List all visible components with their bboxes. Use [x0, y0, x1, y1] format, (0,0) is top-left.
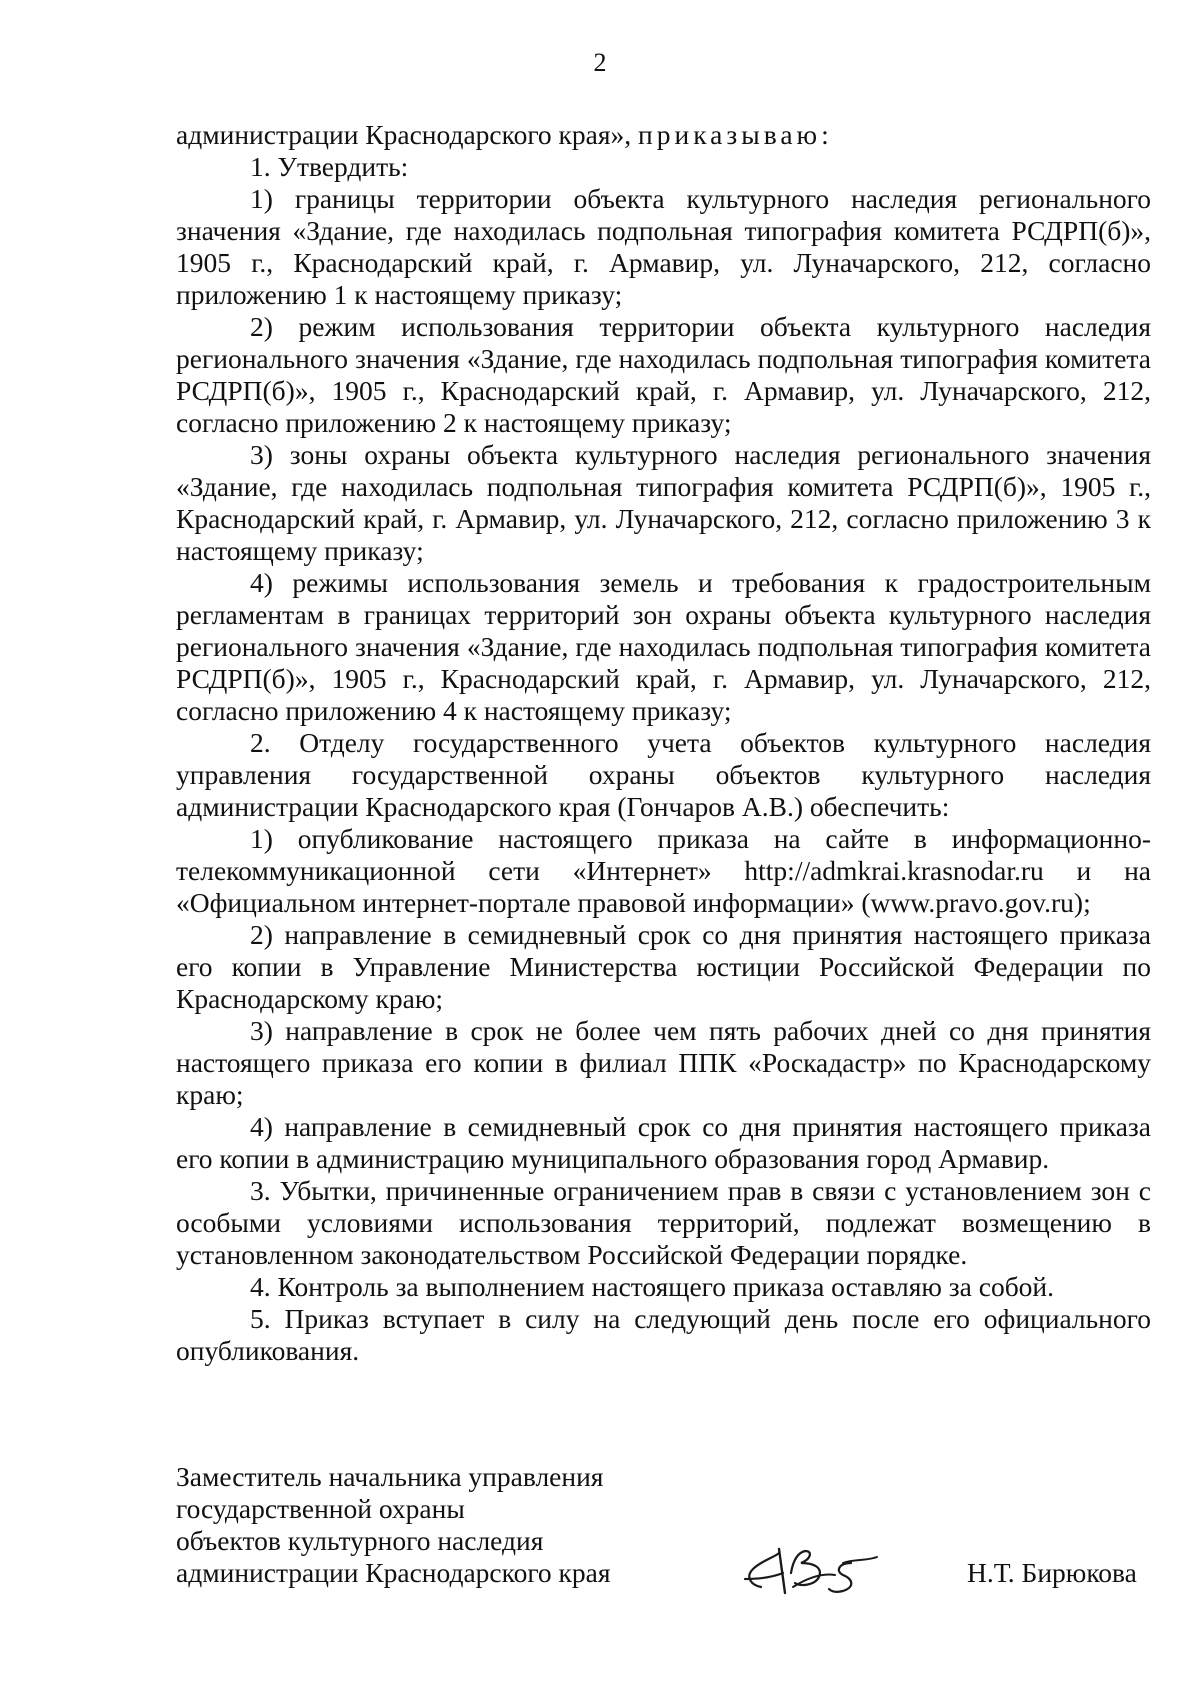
signature-block [176, 1461, 1166, 1621]
signatory-position-line: администрации Краснодарского края [176, 1557, 611, 1588]
item-2-4-municipality: 4) направление в семидневный срок со дня принятия настоящего приказа его копии в администрацию муниципального образования город Армавир. [176, 1111, 1151, 1174]
signatory-position-line: Заместитель начальника управления [176, 1461, 604, 1492]
item-2-1-publication: 1) опубликование настоящего приказа на сайте в информационно-телекоммуникационной сети «Интернет» http://admkrai.krasnodar.ru и на «Официальном интернет-портале правовой информации» (www.pravo.gov.ru); [176, 823, 1151, 918]
item-2-3-roskadastr: 3) направление в срок не более чем пять рабочих дней со дня принятия настоящего приказа его копии в филиал ППК «Роскадастр» по Краснодарскому краю; [176, 1015, 1151, 1110]
item-2-2-ministry-of-justice: 2) направление в семидневный срок со дня принятия настоящего приказа его копии в Управление Министерства юстиции Российской Федерации по Краснодарскому краю; [176, 919, 1151, 1014]
page-number: 2 [593, 48, 607, 77]
item-1-3-protection-zones: 3) зоны охраны объекта культурного наследия регионального значения «Здание, где находилась подпольная типография комитета РСДРП(б)», 1905 г., Краснодарский край, г. Армавир, ул. Луначарского, 212, согласно приложению 3 к настоящему приказу; [176, 439, 1151, 566]
signatory-position [176, 1461, 736, 1589]
item-1-1-boundaries: 1) границы территории объекта культурного наследия регионального значения «Здание, где находилась подпольная типография комитета РСДРП(б)», 1905 г., Краснодарский край, г. Армавир, ул. Луначарского, 212, согласно приложению 1 к настоящему приказу; [176, 183, 1151, 310]
item-2-department-duties: 2. Отделу государственного учета объектов культурного наследия управления государственной охраны объектов культурного наследия администрации Краснодарского края (Гончаров А.В.) обеспечить: [176, 727, 1151, 822]
handwritten-signature [739, 1543, 889, 1603]
order-preamble-end [176, 119, 1151, 151]
item-1-4-land-use-regimes: 4) режимы использования земель и требования к градостроительным регламентам в границах территорий зон охраны объекта культурного наследия регионального значения «Здание, где находилась подпольная типография комитета РСДРП(б)», 1905 г., Краснодарский край, г. Армавир, ул. Луначарского, 212, согласно приложению 4 к настоящему приказу; [176, 567, 1151, 726]
item-3-losses: 3. Убытки, причиненные ограничением прав в связи с установлением зон с особыми условиями использования территорий, подлежат возмещению в установленном законодательством Российской Федерации порядке. [176, 1175, 1151, 1270]
preamble-colon: : [821, 119, 829, 150]
item-4-control: 4. Контроль за выполнением настоящего приказа оставляю за собой. [250, 1271, 1055, 1302]
preamble-text: администрации Краснодарского края», [176, 119, 639, 150]
signatory-position-line: государственной охраны [176, 1493, 465, 1524]
item-5-entry-into-force: 5. Приказ вступает в силу на следующий день после его официального опубликования. [176, 1303, 1151, 1366]
order-body [176, 119, 1151, 1367]
item-1-2-territory-regime: 2) режим использования территории объекта культурного наследия регионального значения «Здание, где находилась подпольная типография комитета РСДРП(б)», 1905 г., Краснодарский край, г. Армавир, ул. Луначарского, 212, согласно приложению 2 к настоящему приказу; [176, 311, 1151, 438]
order-keyword: приказываю [638, 119, 822, 150]
item-1-heading: 1. Утвердить: [250, 151, 409, 182]
signatory-position-line: объектов культурного наследия [176, 1525, 544, 1556]
signatory-name: Н.Т. Бирюкова [967, 1557, 1137, 1588]
